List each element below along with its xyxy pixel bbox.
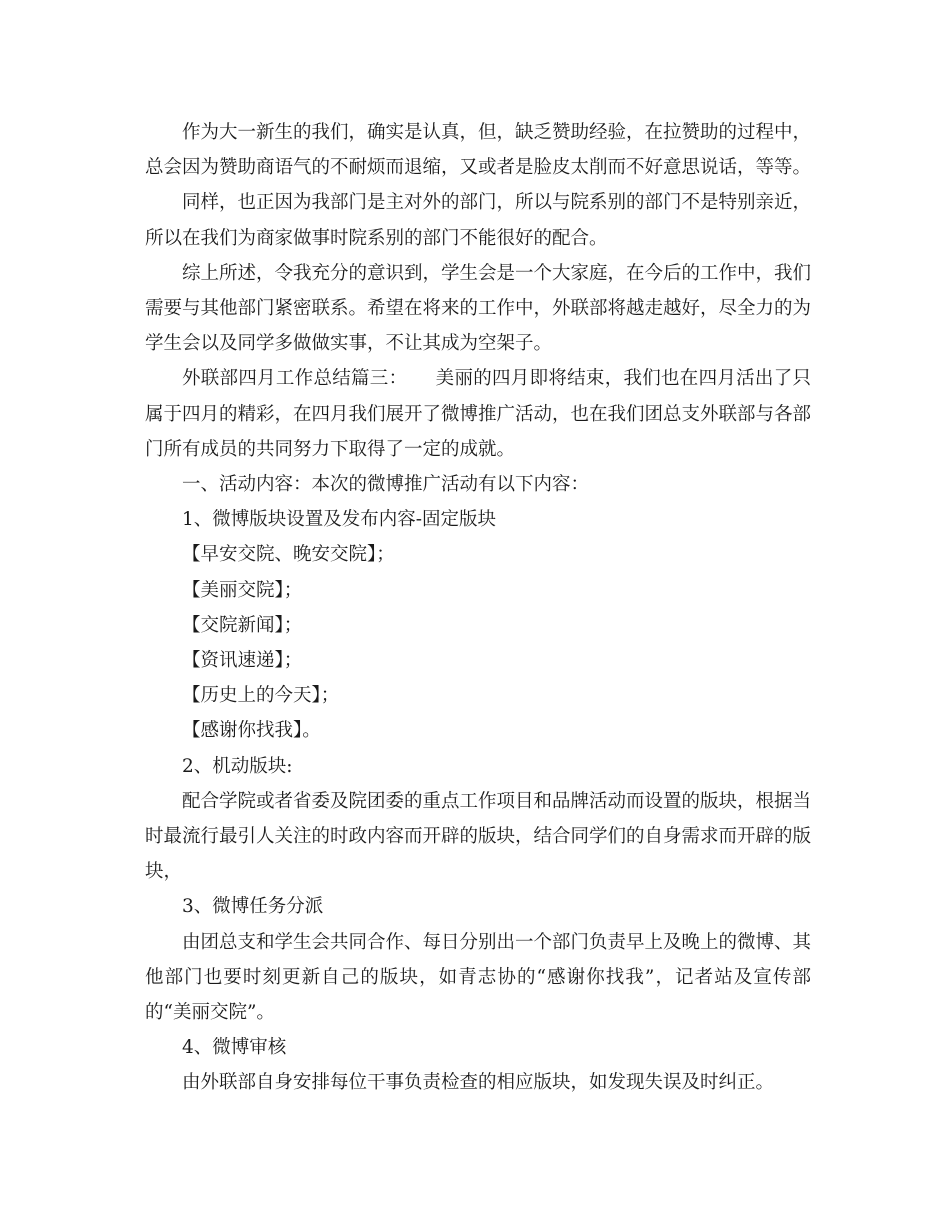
subheading-flexible-sections: 2、机动版块: xyxy=(182,755,293,777)
list-item-fixed-section: 【交院新闻】； xyxy=(182,614,303,636)
subheading-fixed-sections: 1、微博版块设置及发布内容-固定版块 xyxy=(182,509,497,531)
paragraph-conclusion: 综上所述，令我充分的意识到，学生会是一个大家庭，在今后的工作中，我们需要与其他部门紧密联系。希望在将来的工作中，外联部将越走越好，尽全力的为学生会以及同学多做做实事，不让其成为空架子。 xyxy=(145,262,812,355)
list-item-fixed-section: 【感谢你找我】。 xyxy=(182,720,321,742)
paragraph-flexible-sections: 配合学院或者省委及院团委的重点工作项目和品牌活动而设置的版块，根据当时最流行最引人关注的时政内容而开辟的版块，结合同学们的自身需求而开辟的版块， xyxy=(145,790,812,883)
list-item-fixed-section: 【资讯速递】； xyxy=(182,650,303,672)
paragraph-sponsorship-difficulty: 作为大一新生的我们，确实是认真，但，缺乏赞助经验，在拉赞助的过程中，总会因为赞助商语气的不耐烦而退缩，又或者是脸皮太削而不好意思说话，等等。 xyxy=(145,122,812,179)
paragraph-task-assignment: 由团总支和学生会共同合作、每日分别出一个部门负责早上及晚上的微博、其他部门也要时刻更新自己的版块，如青志协的“感谢你找我”，记者站及宣传部的“美丽交院”。 xyxy=(145,931,812,1024)
paragraph-april-summary-intro: 外联部四月工作总结篇三： 美丽的四月即将结束，我们也在四月活出了只属于四月的精彩，在四月我们展开了微博推广活动，也在我们团总支外联部与各部门所有成员的共同努力下取得了一定的成就。 xyxy=(145,368,812,460)
subheading-task-assignment: 3、微博任务分派 xyxy=(182,896,324,918)
paragraph-department-cooperation: 同样，也正因为我部门是主对外的部门，所以与院系别的部门不是特别亲近，所以在我们为商家做事时院系别的部门不能很好的配合。 xyxy=(145,192,812,249)
paragraph-review: 由外联部自身安排每位干事负责检查的相应版块，如发现失误及时纠正。 xyxy=(182,1072,775,1094)
list-item-fixed-section: 【历史上的今天】； xyxy=(182,685,340,707)
list-item-fixed-section: 【美丽交院】； xyxy=(182,579,303,601)
list-item-fixed-section: 【早安交院、晚安交院】； xyxy=(182,544,395,566)
subheading-review: 4、微博审核 xyxy=(182,1037,287,1059)
document-body xyxy=(145,115,811,1101)
section-heading-activity-content: 一、活动内容：本次的微博推广活动有以下内容： xyxy=(182,474,590,496)
